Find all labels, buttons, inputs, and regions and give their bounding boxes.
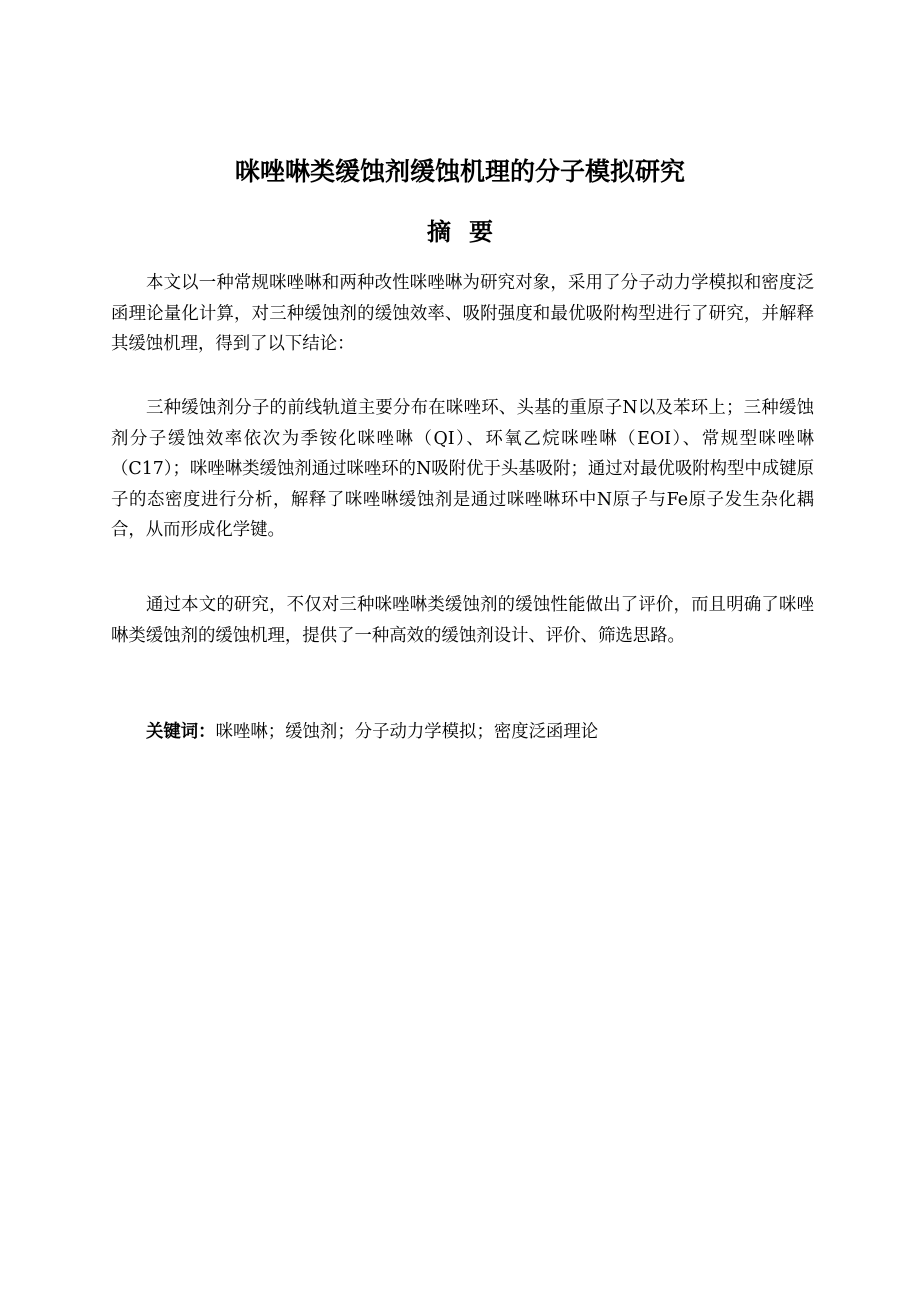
abstract-heading: 摘要 [427, 218, 511, 246]
keywords-label: 关键词： [146, 722, 216, 742]
abstract-paragraph: 通过本文的研究，不仅对三种咪唑啉类缓蚀剂的缓蚀性能做出了评价，而且明确了咪唑啉类缓蚀剂的缓蚀机理，提供了一种高效的缓蚀剂设计、评价、筛选思路。 [111, 595, 814, 646]
keywords-text: 咪唑啉；缓蚀剂；分子动力学模拟；密度泛函理论 [215, 722, 599, 742]
abstract-paragraph: 本文以一种常规咪唑啉和两种改性咪唑啉为研究对象，采用了分子动力学模拟和密度泛函理论量化计算，对三种缓蚀剂的缓蚀效率、吸附强度和最优吸附构型进行了研究，并解释其缓蚀机理，得到了以下结论： [111, 273, 814, 354]
document-title: 咪唑啉类缓蚀剂缓蚀机理的分子模拟研究 [234, 157, 685, 186]
keywords-line [146, 717, 806, 747]
abstract-paragraph: 三种缓蚀剂分子的前线轨道主要分布在咪唑环、头基的重原子N以及苯环上；三种缓蚀剂分子缓蚀效率依次为季铵化咪唑啉（QI）、环氧乙烷咪唑啉（EOI）、常规型咪唑啉（C17）；咪唑啉类缓蚀剂通过咪唑环的N吸附优于头基吸附；通过对最优吸附构型中成键原子的态密度进行分析，解释了咪唑啉缓蚀剂是通过咪唑啉环中N原子与Fe原子发生杂化耦合，从而形成化学键。 [111, 398, 814, 540]
